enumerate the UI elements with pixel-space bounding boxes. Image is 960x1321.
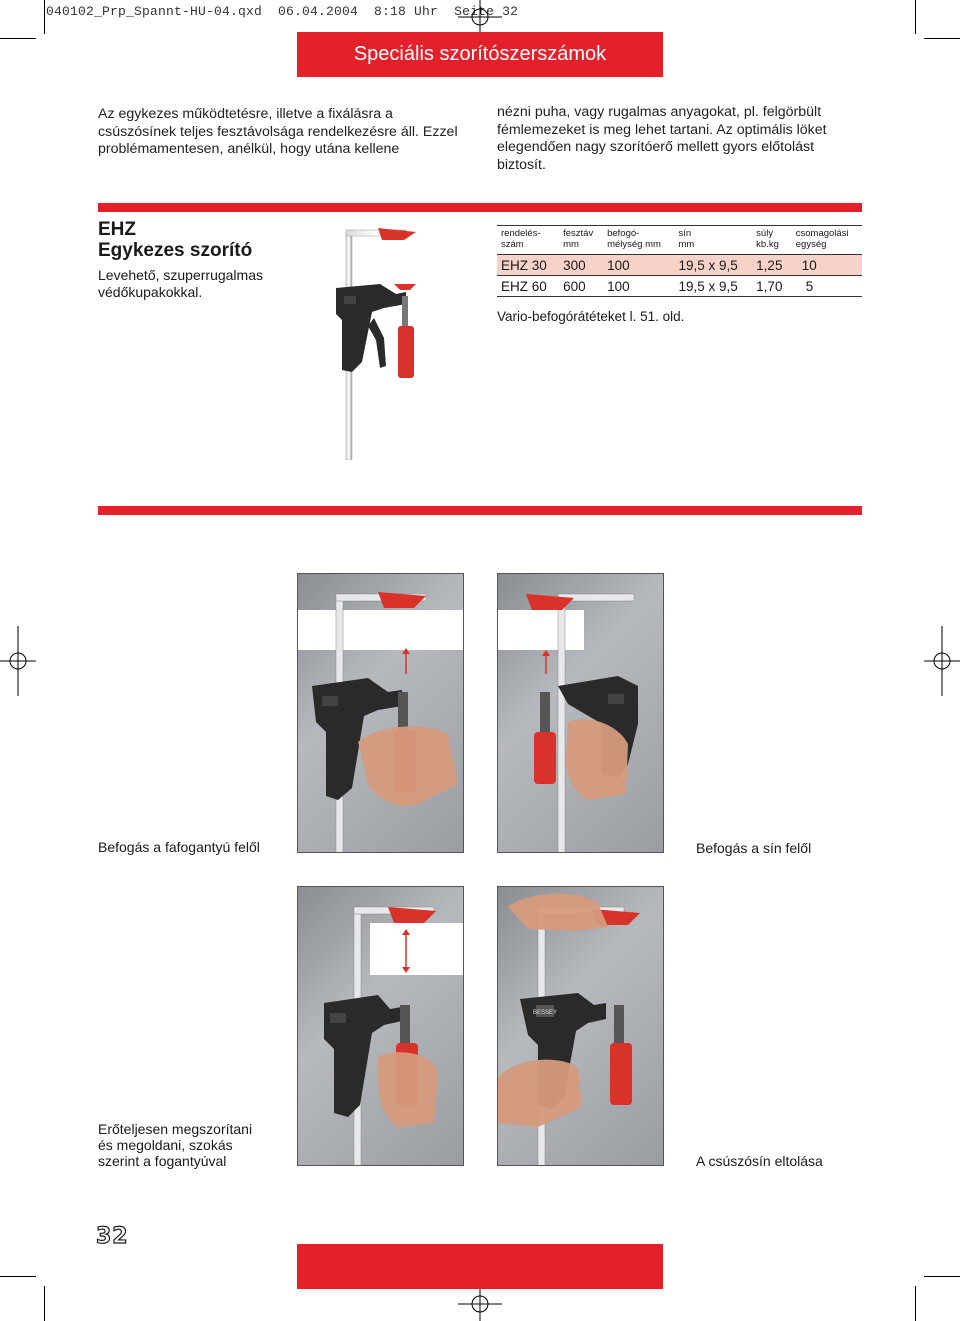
- crop-mark: [0, 38, 36, 39]
- usage-photo-3-art: [298, 887, 464, 1166]
- clamp-rail: [558, 594, 565, 853]
- table-cell: 10: [792, 255, 862, 276]
- page-number: 32: [96, 1224, 129, 1249]
- table-cell: 600: [559, 276, 603, 297]
- crop-mark: [0, 1276, 36, 1277]
- photo-label-area: [498, 610, 584, 650]
- col-header-line: egység: [795, 239, 827, 250]
- clamp-spindle: [398, 692, 408, 732]
- crop-mark: [44, 1286, 45, 1321]
- print-header: 040102_Prp_Spannt-HU-04.qxd 06.04.2004 8:18 Uhr Seite 32: [46, 4, 519, 19]
- crop-mark: [915, 0, 916, 34]
- clamp-pad-bottom: [394, 284, 416, 290]
- clamp-badge: [608, 694, 624, 704]
- col-header: [559, 226, 603, 255]
- measure-arrow-head: [542, 650, 550, 656]
- product-code: EHZ: [98, 219, 136, 240]
- hand: [498, 1060, 582, 1127]
- section-divider-bottom: [98, 506, 862, 515]
- hand-top: [508, 894, 608, 931]
- product-name: Egykezes szorító: [98, 240, 253, 261]
- col-header: [674, 226, 752, 255]
- table-row: [497, 276, 862, 297]
- clamp-badge: [330, 1013, 346, 1023]
- photo-label-area: [370, 923, 464, 975]
- registration-mark-left: [0, 626, 36, 696]
- caption-photo-2: Befogás a sín felől: [696, 840, 812, 856]
- footer-banner: [297, 1244, 663, 1289]
- col-header: [603, 226, 674, 255]
- hand: [358, 726, 458, 805]
- caption-photo-1: Befogás a fafogantyú felől: [98, 839, 260, 855]
- clamp-spindle: [400, 1005, 410, 1045]
- table-cell: 1,70: [752, 276, 792, 297]
- usage-photo-2-art: [498, 574, 664, 853]
- product-photo: [318, 222, 438, 460]
- intro-text-left: Az egykezes működtetésre, illetve a fixálásra a csúszósínek teljes fesztávolsága rendelkezésre áll. Ezzel problémamentesen, anélkül, hogy utána kellene: [98, 106, 458, 157]
- table-cell: 1,25: [752, 255, 792, 276]
- col-header-line: sín: [678, 228, 692, 239]
- photo-label-area: [298, 610, 464, 650]
- clamp-trigger: [368, 318, 386, 368]
- col-header-line: szám: [501, 239, 524, 250]
- clamp-spindle: [402, 296, 408, 330]
- col-header: [792, 226, 862, 255]
- product-heading: [98, 220, 298, 301]
- hand: [378, 1052, 438, 1127]
- clamp-badge: [322, 696, 338, 706]
- product-description: Levehető, szuperrugalmas védőkupakokkal.: [98, 267, 263, 300]
- clamp-badge: [344, 296, 356, 304]
- clamp-logo: BESSEY: [532, 1010, 558, 1016]
- clamp-spindle: [614, 1005, 624, 1045]
- table-cell: 100: [603, 276, 674, 297]
- section-divider-top: [98, 203, 862, 212]
- section-title: Speciális szorítószerszámok: [353, 43, 607, 65]
- table-cell: EHZ 30: [497, 255, 559, 276]
- clamp-sleeve: [610, 1043, 632, 1105]
- col-header-line: mm: [563, 239, 579, 250]
- caption-photo-4: A csúszósín eltolása: [696, 1153, 823, 1169]
- usage-photo-3: [297, 886, 464, 1166]
- registration-mark-bottom: [458, 1287, 502, 1321]
- crop-mark: [924, 38, 960, 39]
- col-header-line: befogó-: [607, 228, 640, 239]
- clamp-sleeve: [398, 326, 414, 378]
- spec-table-header: [497, 226, 862, 255]
- col-header-line: mélység mm: [607, 239, 661, 250]
- col-header-line: fesztáv: [563, 228, 594, 239]
- crop-mark: [915, 1286, 916, 1321]
- clamp-sleeve: [534, 732, 556, 784]
- usage-photo-2: [497, 573, 664, 853]
- usage-photo-4: [497, 886, 664, 1166]
- col-header-line: mm: [678, 239, 695, 250]
- usage-photo-4-art: [498, 887, 664, 1166]
- col-header-line: rendelés-: [501, 228, 541, 239]
- clamp-spindle: [540, 692, 550, 732]
- table-cell: EHZ 60: [497, 276, 559, 297]
- table-cell: 19,5 x 9,5: [674, 276, 752, 297]
- caption-photo-3: Erőteljesen megszorítani és megoldani, szokás szerint a fogantyúval: [98, 1121, 253, 1169]
- table-cell: 19,5 x 9,5: [674, 255, 752, 276]
- crop-mark: [924, 1276, 960, 1277]
- col-header-line: kb.kg: [756, 239, 779, 250]
- col-header-line: csomagolási: [795, 228, 849, 239]
- usage-photo-1: [297, 573, 464, 853]
- col-header: [752, 226, 792, 255]
- col-header: [497, 226, 559, 255]
- spec-table: [497, 225, 862, 297]
- registration-mark-top: [458, 0, 502, 34]
- usage-photo-1-art: [298, 574, 464, 853]
- col-header-line: súly: [756, 228, 774, 239]
- table-cell: 100: [603, 255, 674, 276]
- intro-text-right: nézni puha, vagy rugalmas anyagokat, pl. felgörbült fémlemezeket is meg lehet tartani. Az optimális löket elegendően nagy szorítóerő mellett gyors előtolást biztosít.: [497, 104, 827, 173]
- table-cell: 5: [792, 276, 862, 297]
- table-note: Vario-befogórátéteket l. 51. old.: [497, 309, 685, 324]
- table-row: [497, 255, 862, 276]
- section-title-banner: [297, 32, 663, 77]
- table-cell: 300: [559, 255, 603, 276]
- crop-mark: [44, 0, 45, 34]
- registration-mark-right: [924, 626, 960, 696]
